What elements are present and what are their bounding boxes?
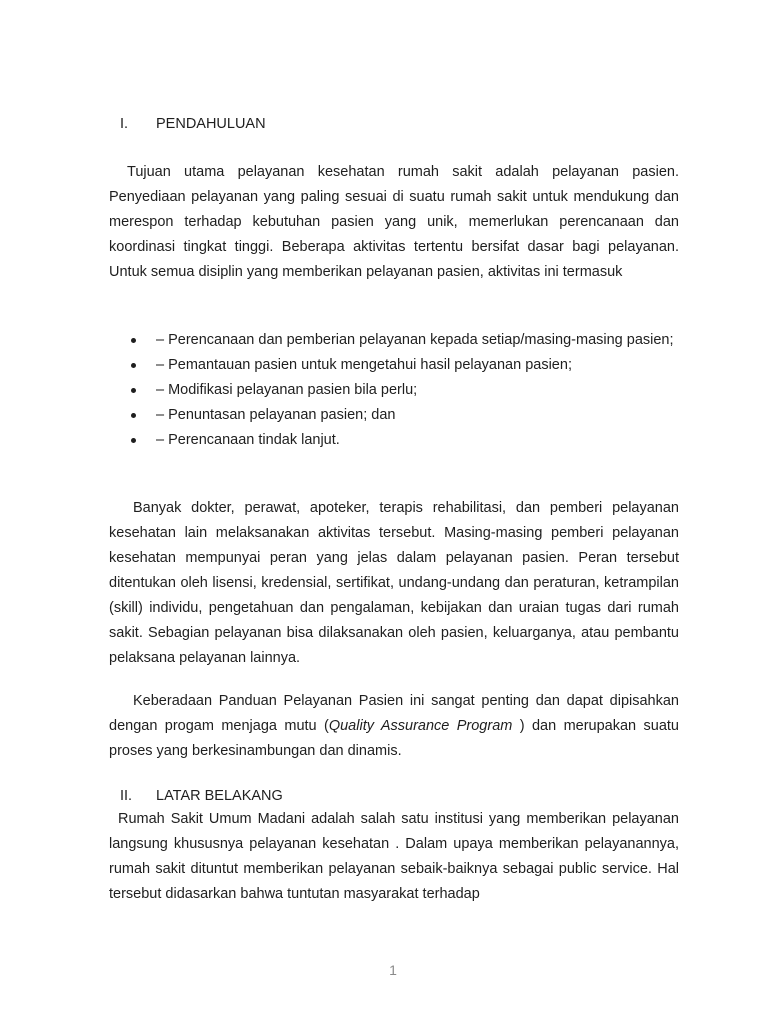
activity-list [109, 328, 679, 453]
paragraph-roles-text: Banyak dokter, perawat, apoteker, terapis rehabilitasi, dan pemberi pelayanan kesehatan lain melaksanakan aktivitas tersebut. Masing-masing pemberi pelayanan kesehatan mempunyai peran yang jelas dalam pelayanan pasien. Peran tersebut ditentukan oleh lisensi, kredensial, sertifikat, undang-undang dan peraturan, ketrampilan (skill) individu, pengetahuan dan pengalaman, kebijakan dan uraian tugas dari rumah sakit. Sebagian pelayanan bisa dilaksanakan oleh pasien, keluarganya, atau pembantu pelaksana pelayanan lainnya. [109, 500, 679, 666]
list-item: – Modifikasi pelayanan pasien bila perlu; [109, 378, 679, 403]
section-title: PENDAHULUAN [156, 116, 266, 132]
page-number: 1 [389, 962, 397, 978]
bullet-icon [131, 413, 136, 418]
section-heading-pendahuluan [120, 114, 266, 134]
section-number: II. [120, 788, 133, 804]
paragraph-background-text: Rumah Sakit Umum Madani adalah salah satu institusi yang memberikan pelayanan langsung khususnya pelayanan kesehatan . Dalam upaya memberikan pelayanannya, rumah sakit dituntut memberikan pelayanan sebaik-baiknya sebagai public service. Hal tersebut didasarkan bahwa tuntutan masyarakat terhadap [109, 811, 679, 902]
section-heading-latar-belakang [120, 786, 283, 806]
paragraph-intro-text: Tujuan utama pelayanan kesehatan rumah sakit adalah pelayanan pasien. Penyediaan pelayanan yang paling sesuai di suatu rumah sakit untuk mendukung dan merespon terhadap kebutuhan pasien yang unik, memerlukan perencanaan dan koordinasi tingkat tinggi. Beberapa aktivitas tertentu bersifat dasar bagi pelayanan. Untuk semua disiplin yang memberikan pelayanan pasien, aktivitas ini termasuk [109, 164, 679, 280]
section-title: LATAR BELAKANG [156, 788, 283, 804]
quality-assurance-term: Quality Assurance Program [328, 718, 513, 734]
paragraph-background [109, 807, 679, 907]
list-item: – Perencanaan dan pemberian pelayanan kepada setiap/masing-masing pasien; [109, 328, 679, 353]
bullet-icon [131, 388, 136, 393]
list-item: – Penuntasan pelayanan pasien; dan [109, 403, 679, 428]
paragraph-roles [109, 496, 679, 671]
bullet-icon [131, 338, 136, 343]
section-number: I. [120, 116, 129, 132]
list-item: – Pemantauan pasien untuk mengetahui hasil pelayanan pasien; [109, 353, 679, 378]
paragraph-intro [109, 160, 679, 285]
paragraph-quality: Keberadaan Panduan Pelayanan Pasien ini sangat penting dan dapat dipisahkan dengan progam menjaga mutu (Quality Assurance Program ) dan merupakan suatu proses yang berkesinambungan dan dinamis. [109, 693, 679, 759]
bullet-icon [131, 363, 136, 368]
bullet-icon [131, 438, 136, 443]
list-item: – Perencanaan tindak lanjut. [109, 428, 679, 453]
